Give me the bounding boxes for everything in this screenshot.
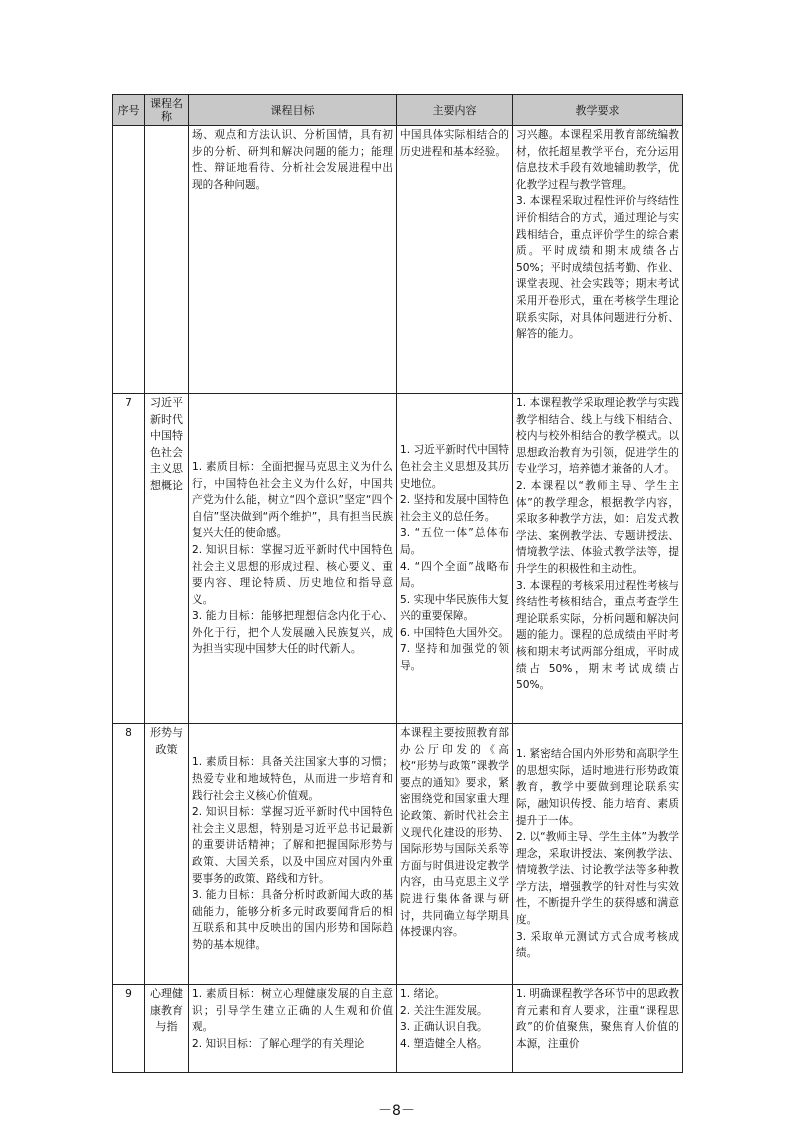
row-course-name: 心理健康教育与指 [145, 985, 189, 1073]
row-teaching-requirements: 习兴趣。本课程采用教育部统编教材，依托超星教学平台，充分运用信息技术手段有效地辅助教学，优化教学过程与教学管理。 3. 本课程采取过程性评价与终结性评价相结合的方式，通过理论与实践相结合，重点评价学生的综合素质。平时成绩和期末成绩各占 50%；平时成绩包括考勤、作业、课堂表现、社会实践等；期末考试采用开卷形式，重在考核学生理论联系实际，对具体问题进行分析、解答的能力。 [513, 126, 683, 394]
table-header-row [113, 95, 683, 126]
row-course-name: 习近平新时代中国特色社会主义思想概论 [145, 394, 189, 724]
row-course-goal: 1. 素质目标：具备关注国家大事的习惯；热爱专业和地域特色，从而进一步培育和践行社会主义核心价值观。 2. 知识目标：掌握习近平新时代中国特色社会主义思想，特别是习近平总书记最新的重要讲话精神；了解和把握国际形势与政策、大国关系，以及中国应对国内外重要事务的政策、路线和方针。 3. 能力目标：具备分析时政新闻大政的基础能力，能够分析多元时政要闻背后的相互联系和其中反映出的国内形势和国际趋势的基本规律。 [189, 724, 397, 985]
table-row [113, 126, 683, 394]
row-teaching-requirements: 1. 紧密结合国内外形势和高职学生的思想实际，适时地进行形势政策教育，教学中要做到理论联系实际，融知识传授、能力培育、素质提升于一体。 2. 以“教师主导、学生主体”为教学理念，采取讲授法、案例教学法、情境教学法、讨论教学法等多种教学方法，增强教学的针对性与实效性，不断提升学生的获得感和满意度。 3. 采取单元测试方式合成考核成绩。 [513, 724, 683, 985]
row-teaching-requirements: 1. 明确课程教学各环节中的思政教育元素和育人要求，注重“课程思政”的价值聚焦，聚焦育人价值的本源，注重价 [513, 985, 683, 1073]
row-main-content: 本课程主要按照教育部办公厅印发的《高校“形势与政策”课教学要点的通知》要求，紧密围绕党和国家重大理论政策、新时代社会主义现代化建设的形势、国际形势与国际关系等方面与时俱进设定教学内容，由马克思主义学院进行集体备课与研讨，共同确立每学期具体授课内容。 [397, 724, 513, 985]
row-seq: 7 [113, 394, 145, 724]
row-teaching-requirements: 1. 本课程教学采取理论教学与实践教学相结合、线上与线下相结合、校内与校外相结合的教学模式。以思想政治教育为引领，促进学生的专业学习，培养德才兼备的人才。 2. 本课程以“教师主导、学生主体”的教学理念，根据教学内容，采取多种教学方法，如：启发式教学法、案例教学法、专题讲授法、情境教学法、体验式教学法等，提升学生的积极性和主动性。 3. 本课程的考核采用过程性考核与终结性考核相结合，重点考查学生理论联系实际，分析问题和解决问题的能力。课程的总成绩由平时考核和期末考试两部分组成，平时成绩占 50%，期末考试成绩占 50%。 [513, 394, 683, 724]
row-seq: 9 [113, 985, 145, 1073]
row-seq [113, 126, 145, 394]
row-course-name: 形势与政策 [145, 724, 189, 985]
row-main-content: 1. 绪论。 2. 关注生涯发展。 3. 正确认识自我。 4. 塑造健全人格。 [397, 985, 513, 1073]
header-teaching-requirements: 教学要求 [513, 95, 683, 126]
row-course-goal: 1. 素质目标：树立心理健康发展的自主意识；引导学生建立正确的人生观和价值观。 2. 知识目标：了解心理学的有关理论 [189, 985, 397, 1073]
header-course-name: 课程名称 [145, 95, 189, 126]
row-course-goal: 1. 素质目标：全面把握马克思主义为什么行，中国特色社会主义为什么好，中国共产党为什么能，树立“四个意识”坚定“四个自信”坚决做到“两个维护”，具有担当民族复兴大任的使命感。 2. 知识目标：掌握习近平新时代中国特色社会主义思想的形成过程、核心要义、重要内容、理论特质、历史地位和指导意义。 3. 能力目标：能够把理想信念内化于心、外化于行，把个人发展融入民族复兴，成为担当实现中国梦大任的时代新人。 [189, 394, 397, 724]
row-course-goal: 场、观点和方法认识、分析国情，具有初步的分析、研判和解决问题的能力；能理性、辩证地看待、分析社会发展进程中出现的各种问题。 [189, 126, 397, 394]
table-row [113, 985, 683, 1073]
course-table [112, 94, 683, 1073]
row-main-content: 中国具体实际相结合的历史进程和基本经验。 [397, 126, 513, 394]
table-row [113, 724, 683, 985]
header-seq: 序号 [113, 95, 145, 126]
header-main-content: 主要内容 [397, 95, 513, 126]
header-course-goal: 课程目标 [189, 95, 397, 126]
table-row [113, 394, 683, 724]
row-seq: 8 [113, 724, 145, 985]
row-main-content: 1. 习近平新时代中国特色社会主义思想及其历史地位。 2. 坚持和发展中国特色社会主义的总任务。 3. “五位一体”总体布局。 4. “四个全面”战略布局。 5. 实现中华民族伟大复兴的重要保障。 6. 中国特色大国外交。 7. 坚持和加强党的领导。 [397, 394, 513, 724]
page-number: －8－ [378, 1103, 415, 1119]
row-course-name [145, 126, 189, 394]
